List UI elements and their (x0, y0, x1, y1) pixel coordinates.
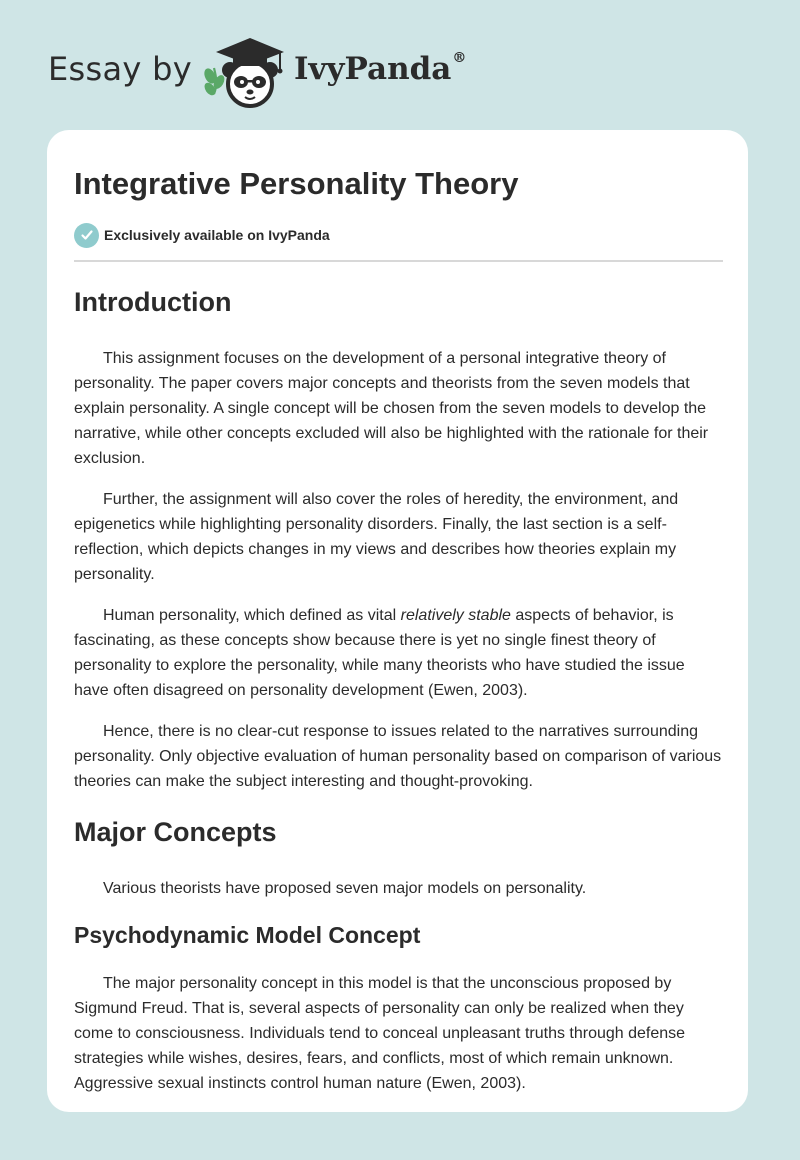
exclusive-badge (74, 222, 330, 248)
section-heading-major-concepts: Major Concepts (74, 817, 277, 847)
brand-header[interactable] (48, 36, 468, 108)
section-heading-introduction: Introduction (74, 287, 232, 317)
brand-name-text: IvyPanda (294, 51, 452, 87)
divider (74, 260, 723, 262)
panda-graduate-icon (200, 36, 288, 108)
paragraph: Hence, there is no clear-cut response to issues related to the narratives surrounding personality. Only objective evaluation of human personality based on comparison of various theories can make the subject interesting and thought-provoking. (74, 723, 722, 790)
paragraph-text: Human personality, which defined as vital (103, 607, 401, 624)
essay-card (47, 130, 748, 1112)
check-circle-icon (74, 223, 99, 248)
paragraph: This assignment focuses on the development of a personal integrative theory of personality. The paper covers major concepts and theorists from the seven models that explain personality. A single concept will be chosen from the seven models to develop the narrative, while other concepts excluded will also be highlighted with the rationale for their exclusion. (74, 350, 709, 467)
brand-name (294, 51, 466, 87)
section-heading-psychodynamic-model: Psychodynamic Model Concept (74, 922, 421, 948)
paragraph: The major personality concept in this model is that the unconscious proposed by Sigmund Freud. That is, several aspects of personality can only be realized when they come to consciousness. Individuals tend to conceal unpleasant truths through defense strategies while wishes, desires, fears, and conflicts, most of which remain unknown. Aggressive sexual instincts control human nature (Ewen, 2003). (74, 975, 686, 1092)
brand-prefix: Essay by (48, 50, 192, 88)
paragraph-text: aspects of behavior, is fascinating, as these concepts show because there is yet no single finest theory of personality to explore the personality, while many theorists who have studied the issue have often disagreed on personality development (Ewen, 2003). (74, 607, 685, 699)
emphasis-text: relatively stable (400, 607, 511, 624)
essay-content (74, 280, 723, 1096)
paragraph (74, 603, 723, 703)
page-title: Integrative Personality Theory (74, 166, 519, 201)
exclusive-badge-text: Exclusively available on IvyPanda (104, 227, 330, 243)
paragraph: Further, the assignment will also cover the roles of heredity, the environment, and epigenetics while highlighting personality disorders. Finally, the last section is a self-reflection, which depicts changes in my views and describes how theories explain my personality. (74, 491, 679, 583)
registered-mark: ® (452, 49, 467, 66)
paragraph: Various theorists have proposed seven major models on personality. (103, 880, 587, 897)
